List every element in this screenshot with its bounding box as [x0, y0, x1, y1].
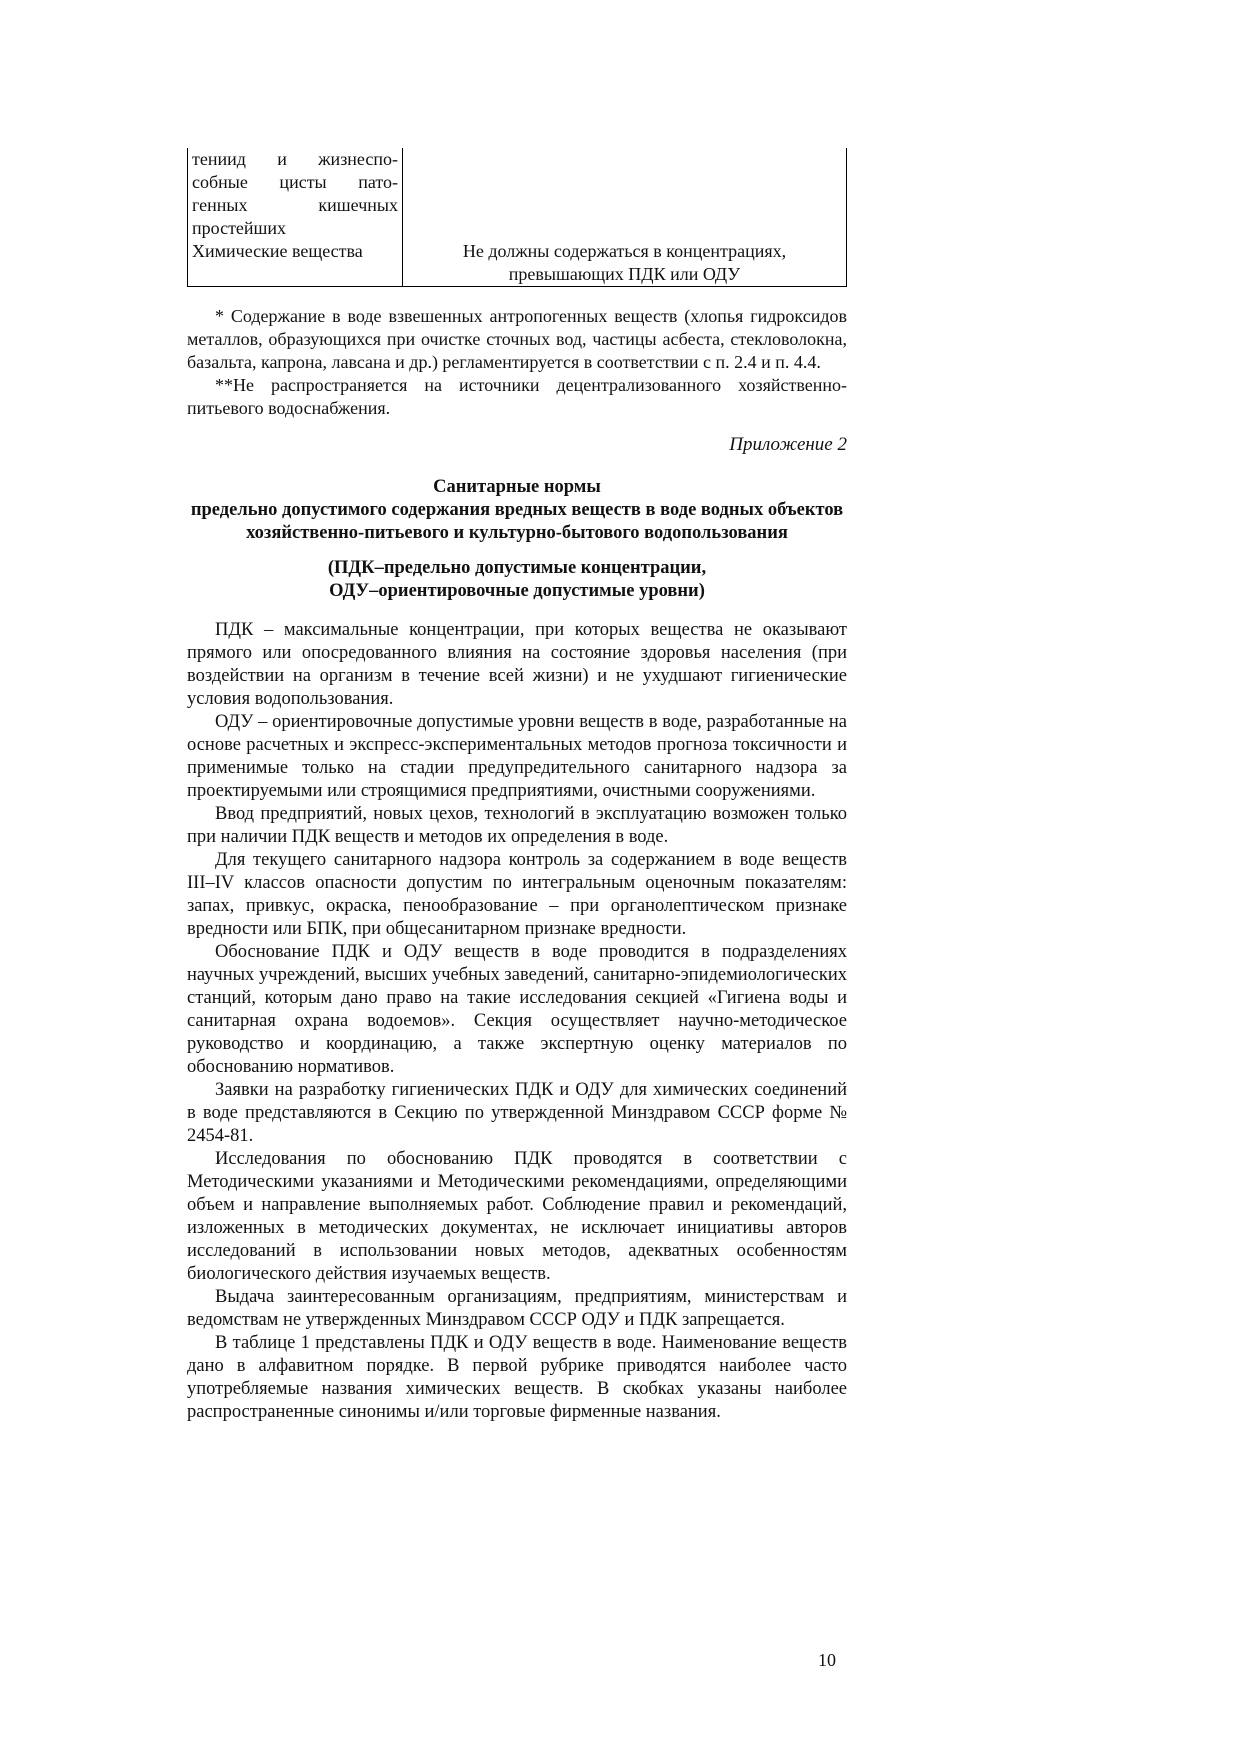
paragraph: Выдача заинтересованным организациям, предприятиям, министерствам и ведомствам не утвержденных Минздравом СССР ОДУ и ПДК запрещается.: [187, 1287, 847, 1330]
appendix-label: Приложение 2: [729, 434, 847, 455]
footnotes: [187, 305, 847, 420]
requirements-table: [187, 148, 847, 287]
paragraph: Для текущего санитарного надзора контроль за содержанием в воде веществ III–IV классов опасности допустим по интегральным оценочным показателям: запах, привкус, окраска, пенообразование – при органолептическом признаке вредности или БПК, при общесанитарном признаке вредности.: [187, 850, 847, 939]
table-cell-requirement: Не должны содержаться в концентрациях, превышающих ПДК или ОДУ: [403, 240, 847, 287]
footnote: * Содержание в воде взвешенных антропогенных веществ (хлопья гидроксидов металлов, образующихся при очистке сточных вод, частицы асбеста, стекловолокна, базальта, капрона, лавсана и др.) регламентируется в соответствии с п. 2.4 и п. 4.4.: [187, 306, 847, 372]
subtitle-line: ОДУ–ориентировочные допустимые уровни): [329, 581, 705, 601]
table-cell-indicator: тениид и жизнеспо-собные цисты пато-генных кишечных простейших: [188, 148, 403, 240]
table-row: [188, 148, 847, 240]
paragraph: Исследования по обоснованию ПДК проводятся в соответствии с Методическими указаниями и Методическими рекомендациями, определяющими объем и направление выполняемых работ. Соблюдение правил и рекомендаций, изложенных в методических документах, не исключает инициативы авторов исследований в использовании новых методов, адекватных особенностям биологического действия изучаемых веществ.: [187, 1149, 847, 1284]
paragraph: Заявки на разработку гигиенических ПДК и ОДУ для химических соединений в воде представляются в Секцию по утвержденной Минздравом СССР форме № 2454-81.: [187, 1080, 847, 1146]
body-text: [187, 619, 847, 1424]
paragraph: ПДК – максимальные концентрации, при которых вещества не оказывают прямого или опосредованного влияния на состояние здоровья населения (при воздействии на организм в течение всей жизни) и не ухудшают гигиенические условия водопользования.: [187, 620, 847, 709]
table-cell-requirement: [403, 148, 847, 240]
page-content: [187, 148, 847, 1424]
paragraph: ОДУ – ориентировочные допустимые уровни веществ в воде, разработанные на основе расчетных и экспресс-экспериментальных методов прогноза токсичности и применимые только на стадии предупредительного санитарного надзора за проектируемыми или строящимися предприятиями, очистными сооружениями.: [187, 712, 847, 801]
section-subtitle: [187, 557, 847, 603]
table-cell-indicator: Химические вещества: [188, 240, 403, 287]
footnote: **Не распространяется на источники децентрализованного хозяйственно-питьевого водоснабжения.: [187, 375, 847, 418]
table-row: [188, 240, 847, 287]
subtitle-line: (ПДК–предельно допустимые концентрации,: [327, 558, 707, 578]
paragraph: Ввод предприятий, новых цехов, технологий в эксплуатацию возможен только при наличии ПДК веществ и методов их определения в воде.: [187, 804, 847, 847]
title-line: Санитарные нормы: [433, 477, 601, 497]
title-line: предельно допустимого содержания вредных веществ в воде водных объектов хозяйственно-питьевого и культурно-бытового водопользования: [190, 500, 844, 543]
section-title: [187, 476, 847, 545]
paragraph: Обоснование ПДК и ОДУ веществ в воде проводится в подразделениях научных учреждений, высших учебных заведений, санитарно-эпидемиологических станций, которым дано право на такие исследования секцией «Гигиена воды и санитарная охрана водоемов». Секция осуществляет научно-методическое руководство и координацию, а также экспертную оценку материалов по обоснованию нормативов.: [187, 942, 847, 1077]
paragraph: В таблице 1 представлены ПДК и ОДУ веществ в воде. Наименование веществ дано в алфавитном порядке. В первой рубрике приводятся наиболее часто употребляемые названия химических веществ. В скобках указаны наиболее распространенные синонимы и/или торговые фирменные названия.: [187, 1333, 847, 1422]
page-number: 10: [818, 1650, 836, 1670]
